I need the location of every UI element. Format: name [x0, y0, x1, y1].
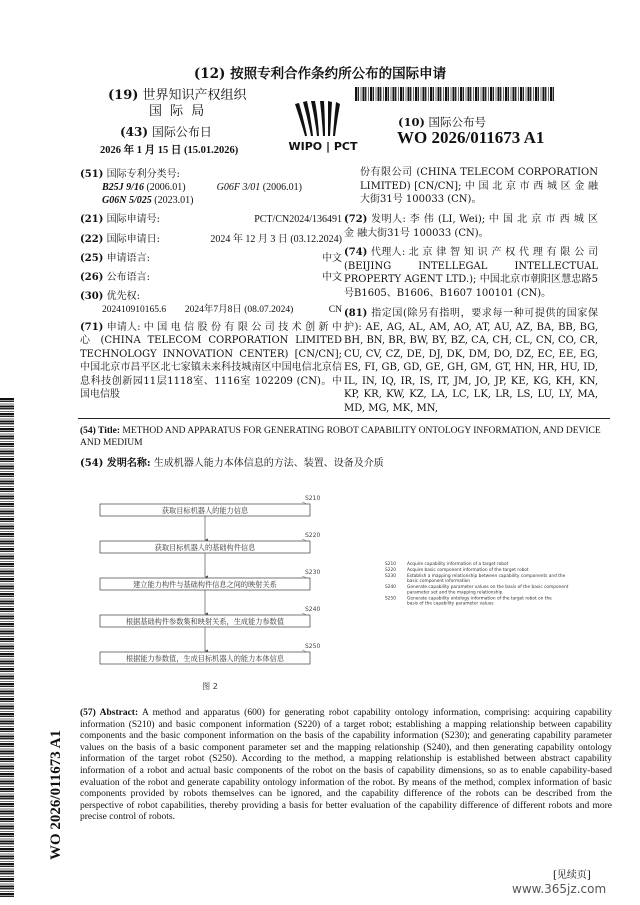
field-51-code: (51) — [80, 169, 104, 180]
field-74-code: (74) — [344, 247, 368, 258]
field-30-code: (30) — [80, 291, 104, 302]
flowchart-svg — [80, 490, 620, 700]
field-25-code: (25) — [80, 253, 104, 264]
applicant-continued: 份有限公司 (CHINA TELECOM CORPORATION LIMITED) [CN/CN]; 中 国 北 京 市 西 城 区 金 融 大街31号 100033 (CN)。 — [360, 167, 598, 205]
wipo-emblem-icon — [277, 98, 369, 154]
legend-step-id: S210 — [385, 562, 396, 567]
field-81-label: 指定国(除另有指明，要求每一种可提供的国家保护): — [344, 308, 598, 333]
ipc-class-2: G06F 3/01 — [216, 182, 261, 193]
legend-step-text: Generate capability ontology information of the target robot on the — [407, 596, 552, 602]
application-number: PCT/CN2024/136491 — [254, 214, 342, 225]
side-barcode — [0, 398, 14, 898]
priority-country: CN — [328, 305, 342, 315]
priority-date: 2024年7月8日 (08.07.2024) — [184, 305, 294, 315]
agent-text: 北 京 律 智 知 识 产 权 代 理 有 限 公 司 (BEIJING INTELLEGAL INTELLECTUAL PROPERTY AGENT LTD.); 中国北京市朝阳区慧忠路5号B1605、B1606、B1607 100101 (CN)。 — [344, 247, 599, 299]
continued-label: [见续页] — [553, 870, 591, 881]
title-en-text: METHOD AND APPARATUS FOR GENERATING ROBOT CAPABILITY ONTOLOGY INFORMATION, AND DEVICE AND MEDIUM — [80, 426, 601, 448]
top-barcode — [355, 87, 555, 101]
title-cn-text: 生成机器人能力本体信息的方法、装置、设备及介质 — [153, 458, 384, 469]
title-english — [80, 425, 610, 449]
legend-step-text: parameter set and the mapping relationship — [407, 590, 503, 596]
pub-date-label-text: 国际公布日 — [151, 125, 212, 139]
abstract — [80, 708, 612, 824]
flow-step-text: 根据基础构件参数集和映射关系，生成能力参数值 — [125, 617, 285, 626]
flow-step-id: S240 — [305, 606, 321, 613]
legend-step-text: Acquire capability information of a target robot — [407, 562, 509, 567]
field-22-label: 国际申请日: — [106, 234, 160, 245]
field-25 — [80, 252, 342, 266]
ipc-line-1 — [102, 181, 364, 195]
legend-step-text: Establish a mapping relationship between capability components and the — [407, 574, 566, 579]
field-81-code: (81) — [344, 308, 368, 319]
title-cn-code: (54) 发明名称: — [80, 458, 151, 469]
abstract-text: A method and apparatus (600) for generating robot capability ontology information, comprising: acquiring capability information (S210) and basic component information (S220) of a target robot; establishing a mapping relationship between capability components and the basic component information on the basis of the capability information (S230); and generating capability parameter values on the basis of a basic component parameter set and the mapping relationship (S240), and then generating capability ontology information of the target robot (S250). According to the method, a mapping relationship is established between abstract capability information of a robot and actual basic components of the robot on the basis of capability dimensions, so as to enable capability-based evaluation of the robot and generate capability ontology information of the robot. By means of the method, complex information of basic components provided by robots themselves can be ignored, and the capability difference of the robots can be described from the perspective of robot capabilities, thereby providing a basis for better evaluation of the capability difference of different robots and more precise control of robots. — [80, 708, 612, 823]
field-51-label: 国际专利分类号: — [106, 169, 180, 180]
pub-no-code: (10) — [398, 115, 425, 129]
org-office: 国 际 局 — [149, 104, 207, 119]
field-74-label: 代理人: — [370, 247, 406, 258]
ipc-class-1-date: (2006.01) — [146, 182, 186, 193]
field-72-code: (72) — [344, 214, 368, 225]
filing-date: 2024 年 12 月 3 日 (03.12.2024) — [210, 234, 342, 245]
field-72 — [344, 213, 598, 240]
legend-step-text: Acquire basic component information of the target robot — [407, 568, 529, 573]
title-chinese — [80, 454, 610, 469]
flow-step-id: S210 — [305, 495, 321, 502]
ipc-class-3: G06N 5/025 — [102, 195, 152, 206]
publication-language: 中文 — [322, 272, 342, 283]
field-25-label: 申请语言: — [106, 253, 150, 264]
pub-date: 2026 年 1 月 15 日 (15.01.2026) — [100, 145, 239, 156]
flow-step-text: 获取目标机器人的基础构件信息 — [154, 543, 256, 552]
title-en-code: (54) Title: — [80, 426, 121, 436]
legend-step-id: S220 — [385, 568, 396, 573]
flow-step-text: 根据能力参数值，生成目标机器人的能力本体信息 — [125, 654, 285, 663]
document-type-heading: (12) 按照专利合作条约所公布的国际申请 — [193, 66, 447, 82]
legend-step-id: S230 — [385, 574, 396, 579]
designated-states: AE, AG, AL, AM, AO, AT, AU, AZ, BA, BB, BG, BH, BN, BR, BW, BY, BZ, CA, CH, CL, CN, CO, CR, CU, CV, CZ, DE, DJ, DK, DM, DO, DZ, EC, EE, EG, ES, FI, GB, GD, GE, GH, GM, GT, HN, HR, HU, ID, IL, IN, IQ, IR, IS, IT, JM, JO, JP, KE, KG, KH, KN, KP, KR, KW, KZ, LA, LC, LK, LR, LS, LU, LY, MA, MD, MG, MK, MN, — [344, 321, 598, 414]
priority-number: 202410910165.6 — [102, 305, 167, 315]
field-30 — [80, 290, 342, 304]
org-name: 世界知识产权组织 — [142, 88, 247, 103]
flow-step-id: S220 — [305, 532, 321, 539]
field-72-label: 发明人: — [371, 214, 406, 225]
priority-line — [102, 304, 342, 318]
legend-step-text: Generate capability parameter values on the basis of the basic component — [407, 585, 569, 591]
pub-no-label-text: 国际公布号 — [428, 115, 487, 129]
ipc-class-2-date: (2006.01) — [262, 182, 302, 193]
field-81 — [344, 307, 598, 415]
legend-step-text: basic component information — [407, 579, 470, 585]
publication-number: WO 2026/011673 A1 — [397, 128, 545, 147]
legend-step-text: basis of the capability parameter values — [407, 601, 494, 607]
svg-text:WIPO | PCT: WIPO | PCT — [288, 140, 358, 153]
legend-step-id: S240 — [385, 585, 396, 591]
figure-caption: 图 2 — [202, 682, 218, 691]
field-26-label: 公布语言: — [106, 272, 150, 283]
field-26 — [80, 271, 342, 285]
field-30-label: 优先权: — [106, 291, 140, 302]
ipc-class-1: B25J 9/16 — [102, 182, 144, 193]
pub-date-code: (43) — [120, 125, 149, 139]
ipc-class-3-date: (2023.01) — [154, 195, 194, 206]
field-51 — [80, 168, 342, 182]
applicant-text: 中 国 电 信 股 份 有 限 公 司 技 术 创 新 中 心 (CHINA TELECOM CORPORATION LIMITED TECHNOLOGY INNOVATION CENTER) [CN/CN]; 中国北京市昌平区北七家镇未来科技城南区中国电信北京信息科技创新园11层1118室、1116室 102209 (CN)。中国电信股 — [80, 322, 342, 401]
inventor-text: 李 伟 (LI, Wei); 中 国 北 京 市 西 城 区 金 融大街31号 100033 (CN)。 — [344, 214, 598, 239]
field-74 — [344, 246, 598, 300]
field-21 — [80, 213, 342, 227]
ipc-line-2 — [102, 194, 364, 208]
flowchart-figure — [80, 490, 620, 700]
field-26-code: (26) — [80, 272, 104, 283]
flow-step-id: S250 — [305, 643, 321, 650]
field-71-label: 申请人: — [106, 322, 141, 333]
side-publication-number: WO 2026/011673 A1 — [48, 729, 64, 860]
field-21-label: 国际申请号: — [106, 214, 160, 225]
org-code: (19) — [108, 88, 139, 103]
legend-step-id: S250 — [385, 596, 396, 602]
field-71-code: (71) — [80, 322, 104, 333]
abstract-code: (57) Abstract: — [80, 708, 139, 718]
flow-step-text: 建立能力构件与基础构件信息之间的映射关系 — [133, 580, 277, 589]
field-22 — [80, 233, 342, 247]
field-21-code: (21) — [80, 214, 104, 225]
section-divider — [78, 418, 610, 419]
field-22-code: (22) — [80, 234, 104, 245]
pub-date-label — [120, 123, 212, 140]
flow-step-id: S230 — [305, 569, 321, 576]
field-71 — [80, 321, 342, 401]
flow-step-text: 获取目标机器人的能力信息 — [161, 506, 249, 515]
wipo-logo — [277, 98, 369, 154]
filing-language: 中文 — [322, 253, 342, 264]
watermark: www.365jz.com — [512, 882, 607, 896]
